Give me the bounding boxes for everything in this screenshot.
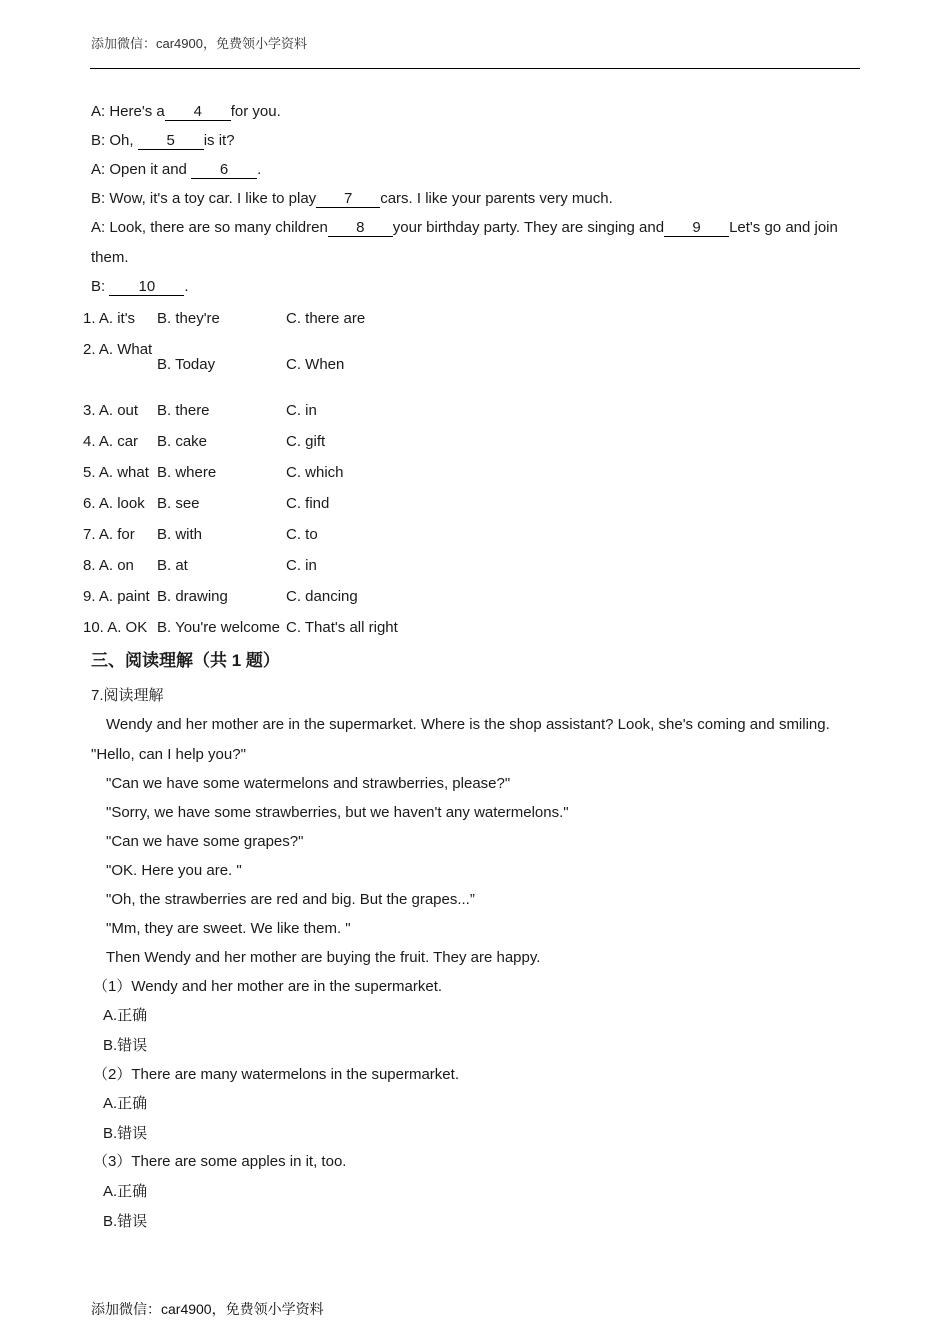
option-b: B. cake bbox=[157, 433, 208, 450]
option-c: C. which bbox=[286, 464, 344, 481]
dialogue-line bbox=[91, 189, 613, 209]
passage-text: "Mm, they are sweet. We like them. " bbox=[106, 920, 351, 937]
option-a: 6. A. look bbox=[83, 495, 145, 512]
option-a: 3. A. out bbox=[83, 402, 139, 419]
passage-text: "Hello, can I help you?" bbox=[91, 746, 246, 763]
choice-false[interactable]: B.错误 bbox=[103, 1037, 148, 1054]
option-c: C. to bbox=[286, 526, 318, 543]
dialogue-line bbox=[91, 102, 281, 122]
dialogue-text: cars. I like your parents very much. bbox=[380, 190, 613, 207]
option-c: C. in bbox=[286, 402, 317, 419]
passage-text: Wendy and her mother are in the supermarket. Where is the shop assistant? Look, she's coming and smiling. bbox=[106, 716, 830, 733]
dialogue-text: A: Here's a bbox=[91, 103, 165, 120]
section-title: 三、阅读理解（共 1 题） bbox=[91, 651, 280, 670]
option-b: B. drawing bbox=[157, 588, 228, 605]
option-a: 7. A. for bbox=[83, 526, 135, 543]
dialogue-text: Let's go and join bbox=[729, 219, 838, 236]
sub-question: （2）There are many watermelons in the supermarket. bbox=[93, 1066, 459, 1083]
choice-true[interactable]: A.正确 bbox=[103, 1007, 148, 1024]
option-c: C. gift bbox=[286, 433, 326, 450]
passage-text: "Sorry, we have some strawberries, but we haven't any watermelons." bbox=[106, 804, 569, 821]
choice-true[interactable]: A.正确 bbox=[103, 1095, 148, 1112]
option-b: B. they're bbox=[157, 310, 220, 327]
dialogue-text: B: Oh, bbox=[91, 132, 138, 149]
blank-8: 8 bbox=[328, 219, 393, 237]
option-c: C. find bbox=[286, 495, 330, 512]
option-c: C. there are bbox=[286, 310, 366, 327]
dialogue-line bbox=[91, 160, 261, 180]
dialogue-text: B: Wow, it's a toy car. I like to play bbox=[91, 190, 317, 207]
dialogue-text: for you. bbox=[230, 103, 281, 120]
page-footer: 添加微信：car4900，免费领小学资料 bbox=[91, 1301, 324, 1317]
blank-10: 10 bbox=[109, 278, 184, 296]
question-label: 7.阅读理解 bbox=[91, 687, 164, 704]
passage-text: "OK. Here you are. " bbox=[106, 862, 242, 879]
option-b: B. where bbox=[157, 464, 217, 481]
dialogue-text: your birthday party. They are singing and bbox=[392, 219, 665, 236]
dialogue-line bbox=[91, 218, 838, 238]
passage-text: "Oh, the strawberries are red and big. But the grapes...” bbox=[106, 891, 475, 908]
sub-question: （1）Wendy and her mother are in the supermarket. bbox=[93, 978, 443, 995]
option-c: C. in bbox=[286, 557, 317, 574]
sub-question: （3）There are some apples in it, too. bbox=[93, 1153, 347, 1170]
dialogue-line: them. bbox=[91, 249, 129, 266]
option-c: C. When bbox=[286, 356, 345, 373]
dialogue-line bbox=[91, 277, 189, 297]
dialogue-text: A: Open it and bbox=[91, 161, 192, 178]
option-a: 4. A. car bbox=[83, 433, 139, 450]
choice-false[interactable]: B.错误 bbox=[103, 1213, 148, 1230]
option-b: B. at bbox=[157, 557, 188, 574]
option-b: B. You're welcome bbox=[157, 619, 280, 636]
blank-9: 9 bbox=[664, 219, 729, 237]
option-b: B. with bbox=[157, 526, 203, 543]
blank-6: 6 bbox=[191, 161, 257, 179]
choice-true[interactable]: A.正确 bbox=[103, 1183, 148, 1200]
passage-text: "Can we have some grapes?" bbox=[106, 833, 304, 850]
option-a: 1. A. it's bbox=[83, 310, 136, 327]
dialogue-text: A: Look, there are so many children bbox=[91, 219, 328, 236]
blank-5: 5 bbox=[138, 132, 204, 150]
dialogue-text: B: bbox=[91, 278, 110, 295]
dialogue-text: . bbox=[184, 278, 189, 295]
page-header: 添加微信：car4900，免费领小学资料 bbox=[91, 36, 307, 51]
blank-7: 7 bbox=[316, 190, 380, 208]
option-b: B. there bbox=[157, 402, 210, 419]
option-a: 5. A. what bbox=[83, 464, 149, 481]
option-a: 10. A. OK bbox=[83, 619, 148, 636]
choice-false[interactable]: B.错误 bbox=[103, 1125, 148, 1142]
header-divider bbox=[90, 68, 860, 69]
option-a: 9. A. paint bbox=[83, 588, 150, 605]
option-a: 2. A. What bbox=[83, 341, 153, 358]
option-c: C. That's all right bbox=[286, 619, 398, 636]
option-a: 8. A. on bbox=[83, 557, 134, 574]
option-b: B. Today bbox=[157, 356, 216, 373]
option-c: C. dancing bbox=[286, 588, 358, 605]
blank-4: 4 bbox=[165, 103, 231, 121]
passage-text: "Can we have some watermelons and strawberries, please?" bbox=[106, 775, 511, 792]
dialogue-line bbox=[91, 131, 235, 151]
dialogue-text: is it? bbox=[203, 132, 235, 149]
dialogue-text: . bbox=[257, 161, 262, 178]
option-b: B. see bbox=[157, 495, 200, 512]
passage-text: Then Wendy and her mother are buying the fruit. They are happy. bbox=[106, 949, 541, 966]
